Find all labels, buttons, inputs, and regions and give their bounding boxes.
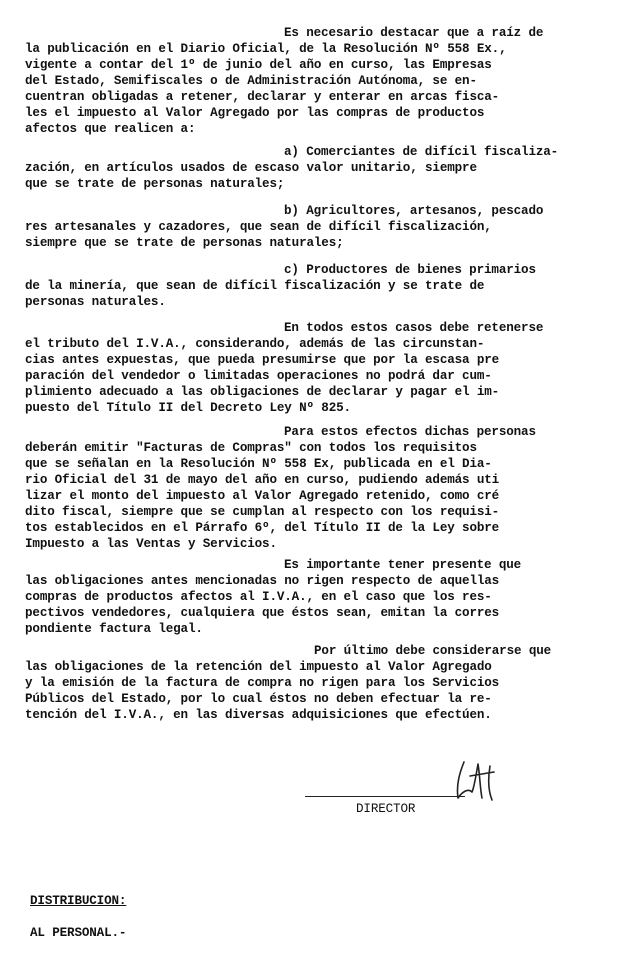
text-line: personas naturales. (25, 295, 166, 309)
text-line: lizar el monto del impuesto al Valor Agregado retenido, como cré (25, 489, 500, 503)
text-line: la publicación en el Diario Oficial, de la Resolución Nº 558 Ex., (25, 42, 507, 56)
text-line: que se trate de personas naturales; (25, 177, 285, 191)
text-line: c) Productores de bienes primarios (284, 263, 536, 277)
text-line: siempre que se trate de personas naturales; (25, 236, 344, 250)
text-line: Es necesario destacar que a raíz de (284, 26, 544, 40)
distribution-heading: DISTRIBUCION: (30, 894, 127, 908)
signature-line (305, 796, 465, 797)
text-line: res artesanales y cazadores, que sean de difícil fiscalización, (25, 220, 492, 234)
signature-title: DIRECTOR (356, 802, 416, 816)
text-line: pondiente factura legal. (25, 622, 203, 636)
text-line: cias antes expuestas, que pueda presumirse que por la escasa pre (25, 353, 500, 367)
text-line: Es importante tener presente que (284, 558, 522, 572)
text-line: que se señalan en la Resolución Nº 558 Ex, publicada en el Dia- (25, 457, 492, 471)
text-line: del Estado, Semifiscales o de Administración Autónoma, se en- (25, 74, 477, 88)
handwritten-signature-icon (450, 758, 510, 808)
text-line: a) Comerciantes de difícil fiscaliza- (284, 145, 559, 159)
text-line: tos establecidos en el Párrafo 6º, del Título II de la Ley sobre (25, 521, 500, 535)
text-line: pectivos vendedores, cualquiera que éstos sean, emitan la corres (25, 606, 500, 620)
text-line: En todos estos casos debe retenerse (284, 321, 544, 335)
text-line: compras de productos afectos al I.V.A., en el caso que los res- (25, 590, 492, 604)
text-line: Por último debe considerarse que (314, 644, 552, 658)
text-line: el tributo del I.V.A., considerando, además de las circunstan- (25, 337, 485, 351)
text-line: tención del I.V.A., en las diversas adquisiciones que efectúen. (25, 708, 492, 722)
text-line: afectos que realicen a: (25, 122, 196, 136)
text-line: dito fiscal, siempre que se cumplan al respecto con los requisi- (25, 505, 500, 519)
text-line: zación, en artículos usados de escaso valor unitario, siempre (25, 161, 477, 175)
text-line: Públicos del Estado, por lo cual éstos no deben efectuar la re- (25, 692, 492, 706)
text-line: cuentran obligadas a retener, declarar y enterar en arcas fisca- (25, 90, 500, 104)
text-line: de la minería, que sean de difícil fiscalización y se trate de (25, 279, 485, 293)
text-line: deberán emitir "Facturas de Compras" con todos los requisitos (25, 441, 477, 455)
distribution-recipient: AL PERSONAL.- (30, 926, 127, 940)
text-line: y la emisión de la factura de compra no rigen para los Servicios (25, 676, 500, 690)
text-line: puesto del Título II del Decreto Ley Nº 825. (25, 401, 351, 415)
text-line: rio Oficial del 31 de mayo del año en curso, pudiendo además uti (25, 473, 500, 487)
text-line: plimiento adecuado a las obligaciones de declarar y pagar el im- (25, 385, 500, 399)
text-line: las obligaciones de la retención del impuesto al Valor Agregado (25, 660, 492, 674)
text-line: les el impuesto al Valor Agregado por las compras de productos (25, 106, 485, 120)
text-line: Para estos efectos dichas personas (284, 425, 536, 439)
text-line: vigente a contar del 1º de junio del año en curso, las Empresas (25, 58, 492, 72)
text-line: las obligaciones antes mencionadas no rigen respecto de aquellas (25, 574, 500, 588)
text-line: b) Agricultores, artesanos, pescado (284, 204, 544, 218)
text-line: Impuesto a las Ventas y Servicios. (25, 537, 277, 551)
text-line: paración del vendedor o limitadas operaciones no podrá dar cum- (25, 369, 492, 383)
